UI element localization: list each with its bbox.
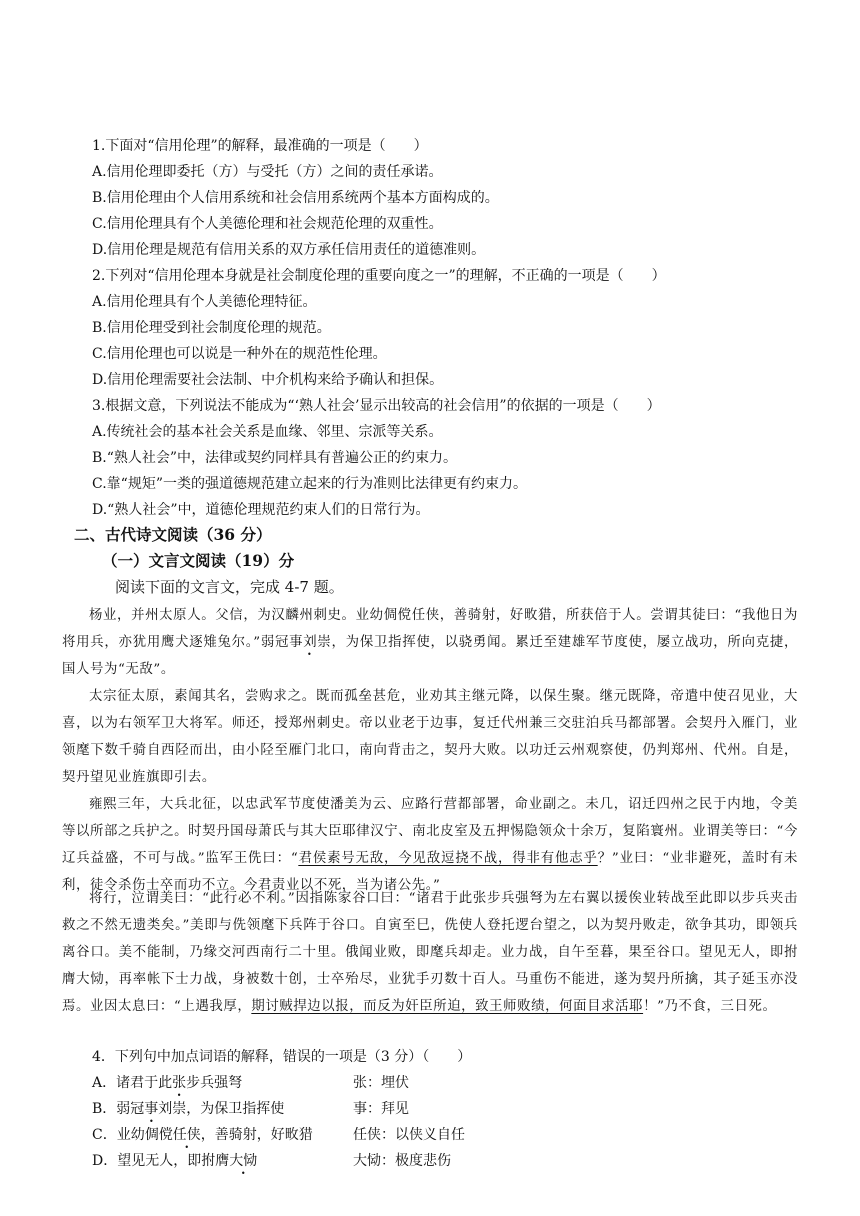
passage-paragraph-3-part-a: 雍熙三年，大兵北征，以忠武军节度使潘美为云、应路行营都部署，命业副之。未几，诏迁四州之民于内地，令美等以所部之兵护之。时契丹国母萧氏与其大臣耶律汉宁、南北皮室及五押惕隐领众十余万，复陷寰州。业谓美等曰：“今辽兵益盛，不可与战。”监军王侁曰：“: [62, 797, 798, 866]
passage-paragraph-1-part-b: 刘崇，为保卫指挥使，以骁勇闻。累迁至建雄军节度使，屡立战功，所向克捷，国人号为“无敌”。: [62, 635, 798, 677]
subsection-title: （一）文言文阅读（19）分: [102, 551, 295, 570]
option-text-pre: 诸君于此: [116, 1075, 173, 1091]
dotted-word: 事: [144, 1101, 159, 1117]
question-3-option-d: D.“熟人社会”中，道德伦理规范约束人们的日常行为。: [92, 502, 430, 518]
option-text-pre: 业幼倜傥: [116, 1127, 173, 1143]
option-text-pre: 弱冠: [116, 1101, 145, 1117]
passage-paragraph-4-part-b: ！”乃不食，三日死。: [643, 999, 777, 1014]
question-2-option-a: A.信用伦理具有个人美德伦理特征。: [92, 294, 317, 310]
option-label: A．: [92, 1075, 117, 1091]
question-4-option-c: [92, 1126, 313, 1144]
passage-instruction: 阅读下面的文言文，完成 4-7 题。: [115, 578, 344, 596]
passage-paragraph-3-part-b: ？”业曰：“业非避死，盖时有未利，徒令杀伤士卒而功不立。今君责业以不死，当为诸公先。”: [62, 851, 798, 893]
question-1-option-c: C.信用伦理具有个人美德伦理和社会规范伦理的双重性。: [92, 216, 443, 232]
question-3-stem: 3.根据文意，下列说法不能成为“‘熟人社会’显示出较高的社会信用”的依据的一项是（ ）: [92, 398, 661, 414]
underlined-sentence-1: 君侯素号无敌，今见敌逗挠不战，得非有他志乎: [298, 851, 598, 866]
option-text-post: 步兵强弩: [186, 1075, 243, 1091]
question-3-option-a: A.传统社会的基本社会关系是血缘、邻里、宗派等关系。: [92, 424, 443, 440]
option-text-post: ，善骑射，好畋猎: [200, 1127, 313, 1143]
option-text-post: 刘崇，为保卫指挥使: [158, 1101, 285, 1117]
passage-paragraph-1: [62, 602, 798, 683]
question-2-stem: 2.下列对“信用伦理本身就是社会制度伦理的重要向度之一”的理解，不正确的一项是（ ）: [92, 268, 666, 284]
question-4-option-c-gloss: 任侠：以侠义自任: [353, 1127, 465, 1143]
question-4-stem: 4．下列句中加点词语的解释，错误的一项是（3 分）（ ）: [92, 1049, 472, 1065]
section-title: 二、古代诗文阅读（36 分）: [74, 525, 272, 544]
dotted-word: 任侠: [172, 1127, 201, 1143]
question-1-option-b: B.信用伦理由个人信用系统和社会信用系统两个基本方面构成的。: [92, 190, 499, 206]
option-label: C．: [92, 1127, 117, 1143]
passage-paragraph-4: [62, 885, 798, 1020]
question-4-option-d: [92, 1152, 257, 1170]
option-label: D．: [92, 1153, 118, 1169]
question-3-option-b: B.“熟人社会”中，法律或契约同样具有普遍公正的约束力。: [92, 450, 458, 466]
question-2-option-d: D.信用伦理需要社会法制、中介机构来给予确认和担保。: [92, 372, 444, 388]
dotted-word: 大恸: [229, 1153, 258, 1169]
question-1-stem: 1.下面对“信用伦理”的解释，最准确的一项是（ ）: [92, 138, 428, 154]
passage-paragraph-4-part-a: 将行，泣谓美曰：“此行必不利。”因指陈家谷口曰：“诸君于此张步兵强弩为左右翼以援俟业转战至此即以步兵夹击救之不然无遗类矣。”美即与侁领麾下兵阵于谷口。自寅至巳，侁使人登托逻台望之，以为契丹败走，欲争其功，即领兵离谷口。美不能制，乃缘交河西南行二十里。俄闻业败，即麾兵却走。业力战，自午至暮，果至谷口。望见无人，即拊膺大恸，再率帐下士力战，身被数十创，士卒殆尽，业犹手刃数十百人。马重伤不能进，遂为契丹所擒，其子延玉亦没焉。业因太息曰：“上遇我厚，: [62, 891, 798, 1014]
question-3-option-c: C.靠“规矩”一类的强道德规范建立起来的行为准则比法律更有约束力。: [92, 476, 527, 492]
dotted-word: 张: [172, 1075, 187, 1091]
question-4-option-b: [92, 1100, 284, 1118]
underlined-sentence-2: 期讨贼捍边以报，而反为奸臣所迫，致王师败绩，何面目求活耶: [251, 999, 644, 1014]
question-2-option-c: C.信用伦理也可以说是一种外在的规范性伦理。: [92, 346, 387, 362]
passage-paragraph-1-part-a: 杨业，并州太原人。父信，为汉麟州刺史。业幼倜傥任侠，善骑射，好畋猎，所获倍于人。尝谓其徒曰：“我他日为将用兵，亦犹用鹰犬逐雉兔尔。”弱冠: [62, 608, 798, 650]
question-4-option-a-gloss: 张：埋伏: [353, 1075, 409, 1091]
option-label: B．: [92, 1101, 117, 1117]
question-4-option-d-gloss: 大恸：极度悲伤: [353, 1153, 451, 1169]
question-2-option-b: B.信用伦理受到社会制度伦理的规范。: [92, 320, 331, 336]
passage-paragraph-2: 太宗征太原，素闻其名，尝购求之。既而孤垒甚危，业劝其主继元降，以保生聚。继元既降，帝遣中使召见业，大喜，以为右领军卫大将军。师还，授郑州刺史。帝以业老于边事，复迁代州兼三交驻泊兵马都部署。会契丹入雁门，业领麾下数千骑自西陉而出，由小陉至雁门北口，南向背击之，契丹大败。以功迁云州观察使，仍判郑州、代州。自是，契丹望见业旌旗即引去。: [62, 689, 798, 785]
question-4-option-b-gloss: 事：拜见: [353, 1101, 409, 1117]
passage-paragraph-3: [62, 791, 798, 899]
question-4-option-a: [92, 1074, 242, 1092]
option-text-pre: 望见无人，即拊膺: [117, 1153, 230, 1169]
question-1-option-a: A.信用伦理即委托（方）与受托（方）之间的责任承诺。: [92, 164, 443, 180]
question-1-option-d: D.信用伦理是规范有信用关系的双方承任信用责任的道德准则。: [92, 242, 486, 258]
dotted-word-shi: 事: [289, 635, 304, 650]
